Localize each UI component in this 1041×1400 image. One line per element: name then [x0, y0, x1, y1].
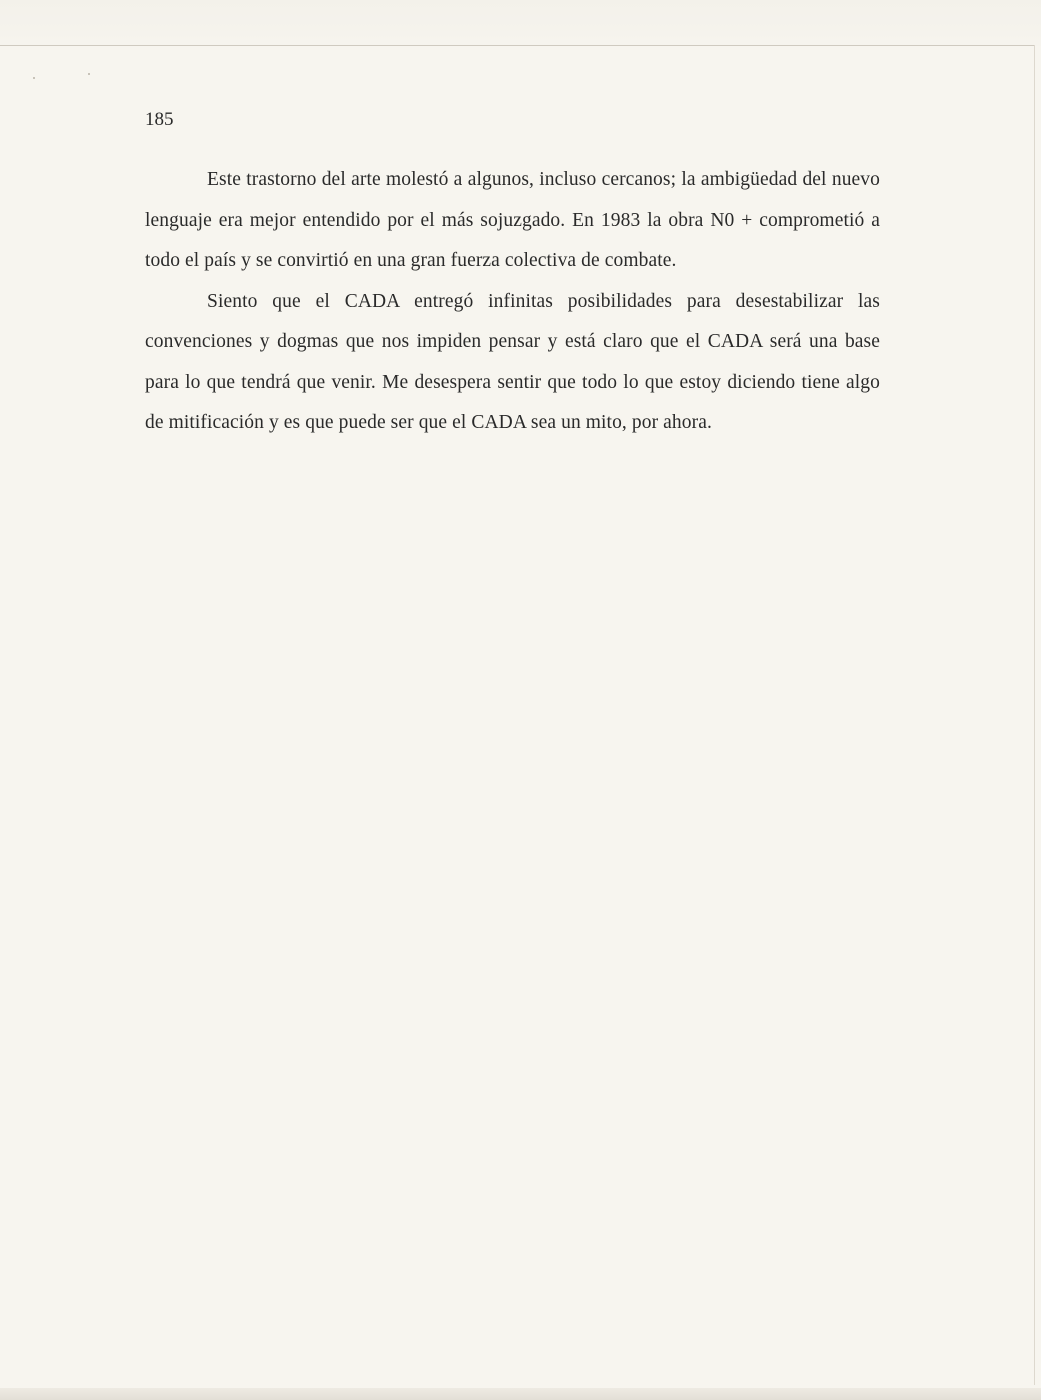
- paragraph-1: Este trastorno del arte molestó a algunos, incluso cercanos; la ambigüedad del nuevo lenguaje era mejor entendido por el más sojuzgado. En 1983 la obra N0 + comprometió a todo el país y se convirtió en una gran fuerza colectiva de combate.: [145, 169, 880, 271]
- paragraph-2: Siento que el CADA entregó infinitas posibilidades para desestabilizar las convenciones y dogmas que nos impiden pensar y está claro que el CADA será una base para lo que tendrá que venir. Me desespera sentir que todo lo que estoy diciendo tiene algo de mitificación y es que puede ser que el CADA sea un mito, por ahora.: [145, 290, 880, 433]
- scan-speck: [88, 73, 90, 75]
- paper-right-edge: [1034, 45, 1035, 1385]
- scan-top-margin: [0, 0, 1041, 46]
- body-text: [145, 160, 880, 444]
- paper-top-edge: [0, 45, 1035, 46]
- page-number: 185: [145, 109, 174, 130]
- scan-bottom-margin: [0, 1388, 1041, 1400]
- scan-speck: [33, 77, 35, 79]
